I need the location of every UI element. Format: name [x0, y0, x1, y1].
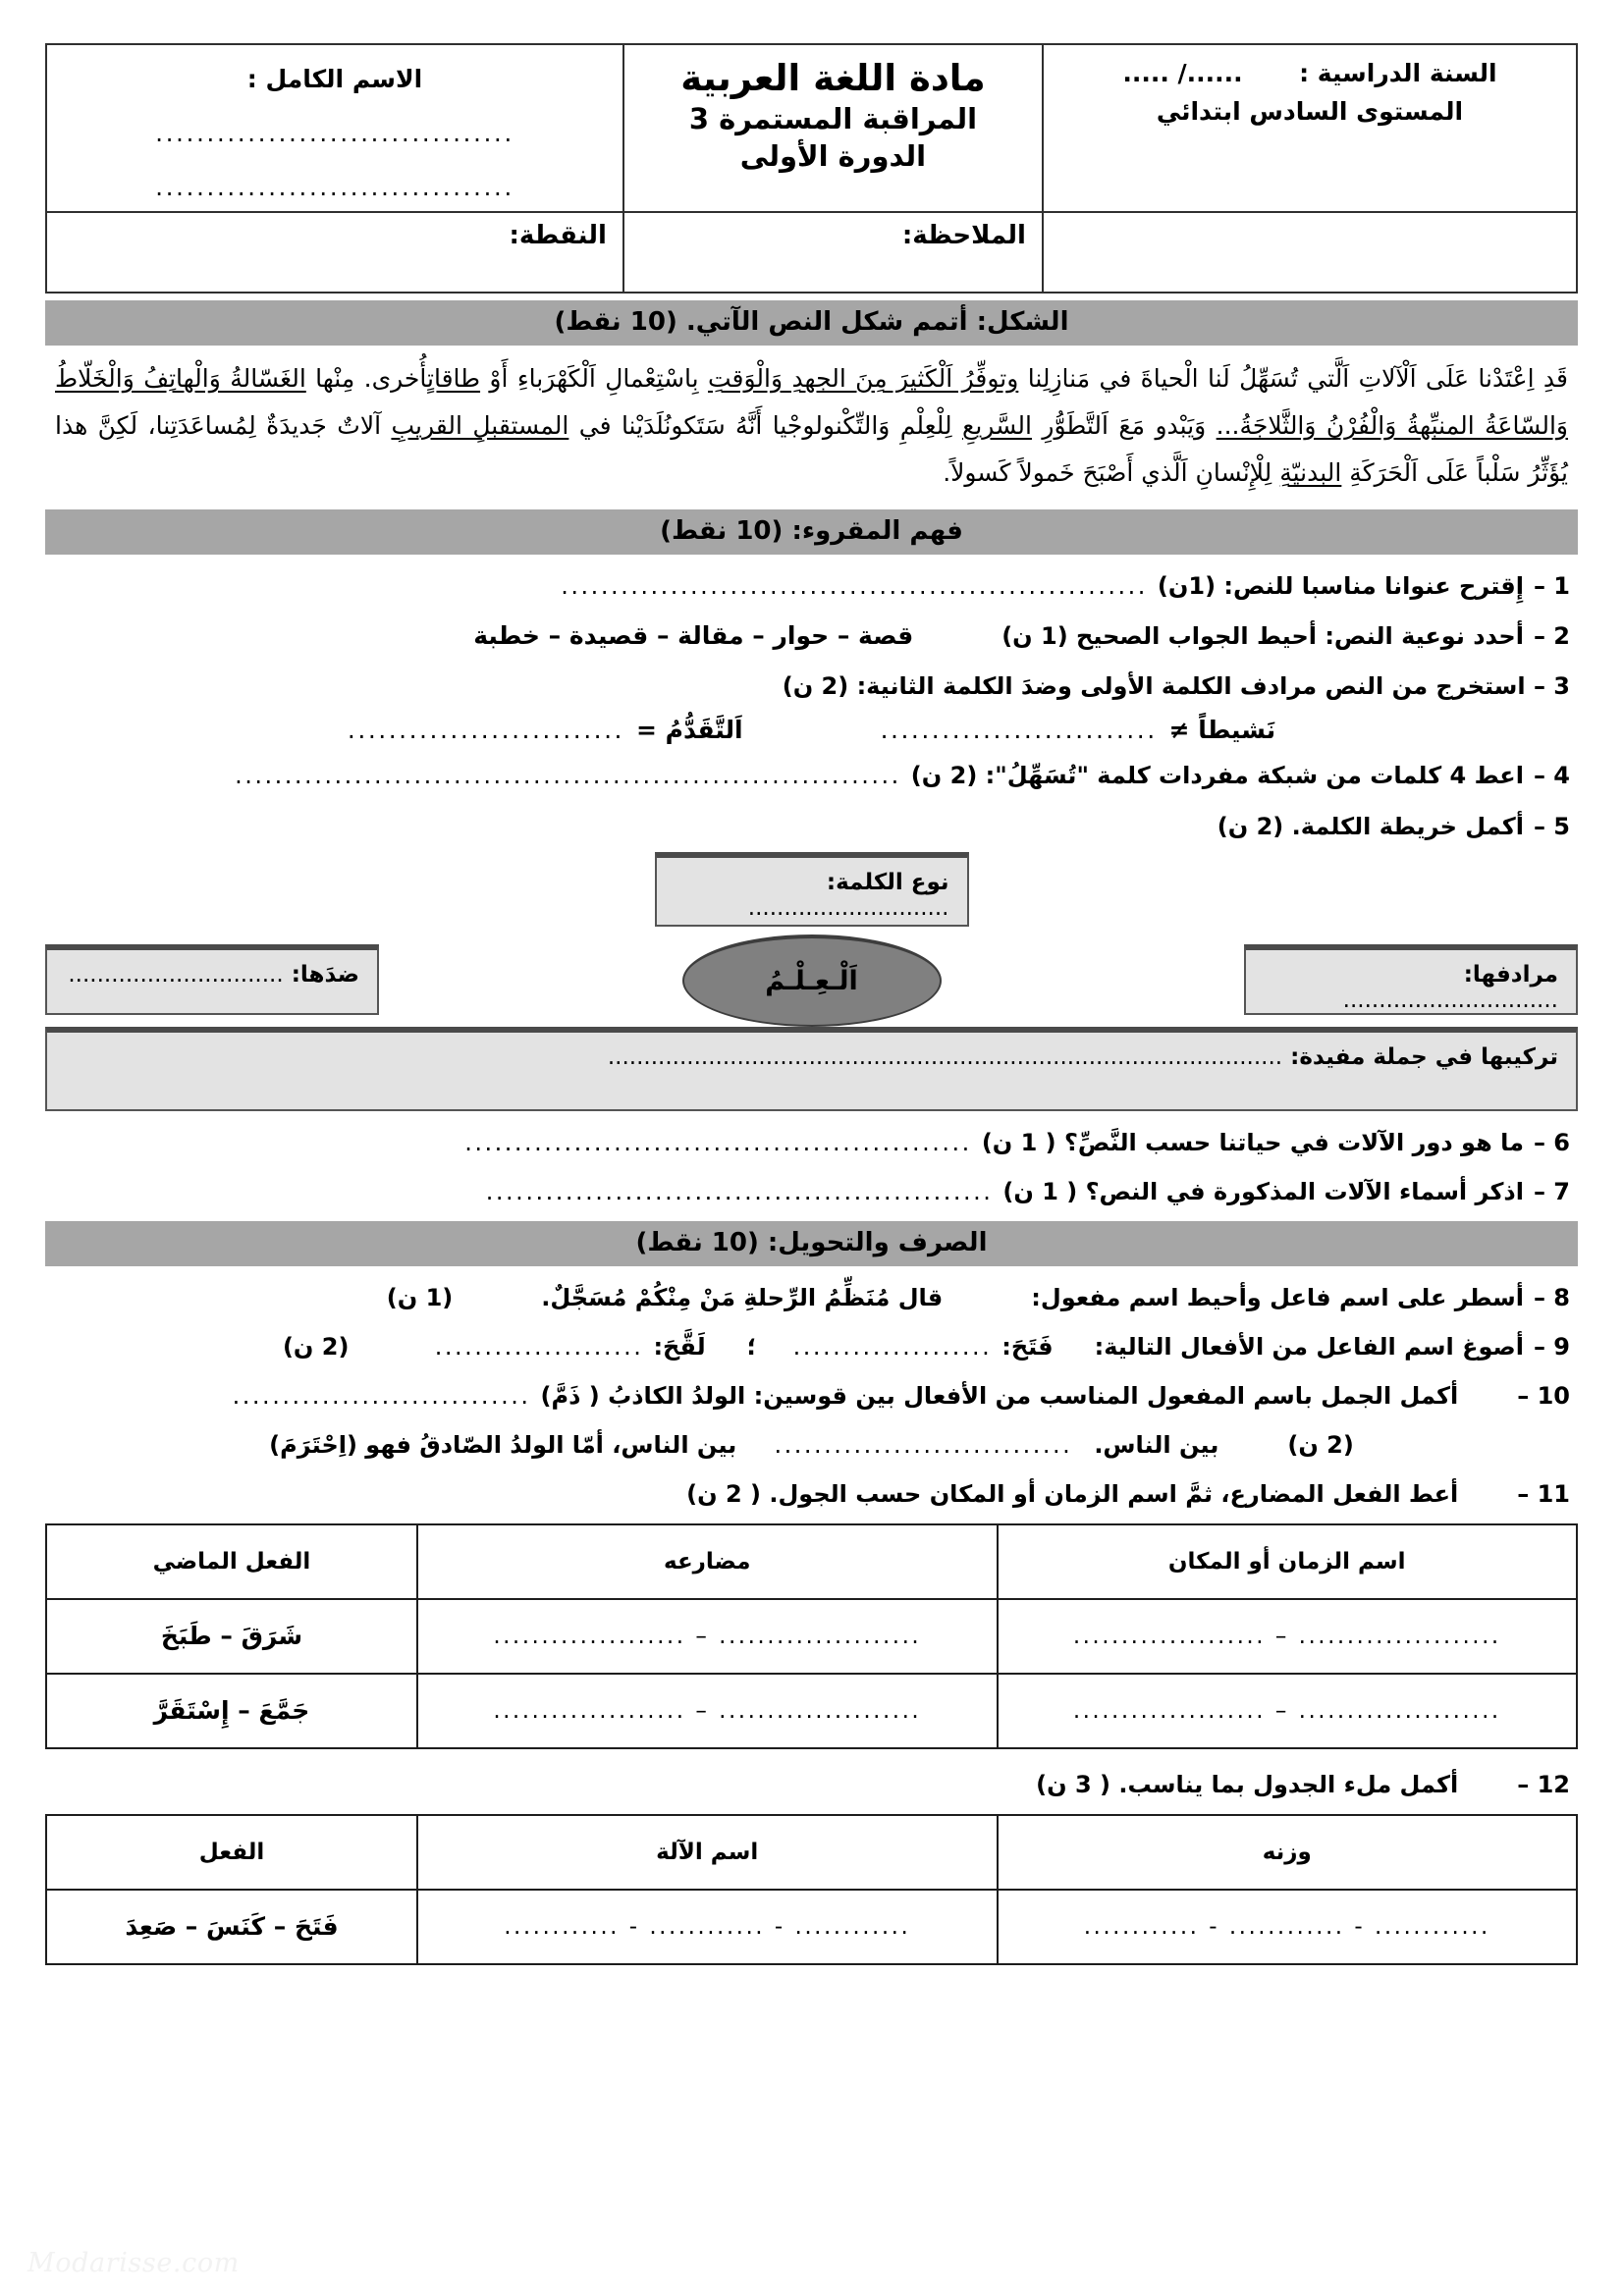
- word-map-center-word: اَلْـعِـلْـمُ: [682, 934, 942, 1027]
- question-1-text: إِقترح عنوانا مناسبا للنص: (1ن): [1157, 572, 1524, 600]
- verbs-row-1-past: شَرَقَ – طَبَخَ: [46, 1599, 417, 1674]
- question-9-answer-line-1[interactable]: ....................: [792, 1332, 993, 1361]
- question-7-number: 7 –: [1533, 1177, 1570, 1205]
- question-9-points: (2 ن): [282, 1332, 350, 1361]
- exam-title: المراقبة المستمرة 3: [688, 102, 978, 136]
- question-8-points: (1 ن): [386, 1283, 454, 1311]
- verbs-row-2-past: جَمَّعَ – إِسْتَقَرَّ: [46, 1674, 417, 1748]
- question-3-answer-row: [45, 716, 1578, 744]
- word-map-synonym-line[interactable]: ..............................: [1342, 987, 1558, 1013]
- tools-table-head: [46, 1815, 1577, 1890]
- word-map-type-box[interactable]: [655, 852, 969, 927]
- question-9: [45, 1329, 1578, 1364]
- question-3-text: استخرج من النص مرادف الكلمة الأولى وضدَ الكلمة الثانية: (2 ن): [782, 671, 1526, 700]
- question-7: [45, 1174, 1578, 1209]
- passage-seg-14: لِلْإِنْسانِ اَلَّذي أَصْبَحَ خَمولاً كَسولاً.: [943, 458, 1280, 487]
- question-12-text: أكمل ملء الجدول بما يناسب. ( 3 ن): [1036, 1770, 1459, 1798]
- question-10-points: (2 ن): [1287, 1430, 1354, 1459]
- table-row: [46, 1599, 1577, 1674]
- term-title: الدورة الأولى: [739, 139, 927, 174]
- word-map-antonym-label: ضدَها:: [291, 961, 359, 988]
- header-cell-mark: [46, 212, 623, 293]
- question-8-sentence[interactable]: قال مُنَظِّمُ الرِّحلةِ مَنْ مِنْكُمْ مُسَجَّلٌ.: [541, 1283, 944, 1311]
- question-3-number: 3 –: [1533, 671, 1570, 700]
- full-name-input-line-2[interactable]: ...................................: [155, 173, 514, 201]
- question-9-separator: ؛: [746, 1332, 757, 1361]
- header-cell-title: [623, 44, 1043, 212]
- question-12: [45, 1767, 1578, 1802]
- question-6-answer-line[interactable]: ...................................................: [464, 1128, 972, 1156]
- word-map-sentence-box[interactable]: [45, 1027, 1578, 1111]
- section-banner-morphology: الصرف والتحويل: (10 نقط): [45, 1221, 1578, 1266]
- question-1: [45, 568, 1578, 604]
- subject-title: مادة اللغة العربية: [680, 57, 986, 99]
- school-year-text: السنة الدراسية :: [1299, 59, 1497, 87]
- tools-table-body: [46, 1890, 1577, 1964]
- question-6: [45, 1125, 1578, 1160]
- passage-seg-8: السَّريعِ: [962, 411, 1032, 440]
- section-banner-comprehension: فهم المقروء: (10 نقط): [45, 509, 1578, 555]
- question-5-number: 5 –: [1533, 812, 1570, 840]
- tools-table-col-weight: وزنه: [998, 1815, 1578, 1890]
- question-9-verb-2: لَقَّحَ:: [653, 1332, 706, 1361]
- full-name-label: الاسم الكامل :: [246, 65, 423, 93]
- question-8-text: أسطر على اسم فاعل وأحيط اسم مفعول:: [1031, 1283, 1524, 1311]
- tools-table-header-row: [46, 1815, 1577, 1890]
- verbs-table-col-past: الفعل الماضي: [46, 1524, 417, 1599]
- question-10-answer-line-2[interactable]: ..............................: [774, 1430, 1073, 1459]
- question-2-number: 2 –: [1533, 622, 1570, 650]
- mark-label: النقطة:: [509, 221, 607, 250]
- header-cell-year: [1043, 44, 1577, 212]
- table-row: [46, 1890, 1577, 1964]
- tools-row-1-verbs: فَتَحَ – كَنَسَ – صَعِدَ: [46, 1890, 417, 1964]
- table-row: [46, 1674, 1577, 1748]
- question-11: [45, 1476, 1578, 1512]
- passage-seg-10: لَدَيْنا في: [568, 411, 665, 440]
- question-1-number: 1 –: [1533, 572, 1570, 600]
- question-10-text: أكمل الجمل باسم المفعول المناسب من الأفعال بين قوسين: الولدُ الكاذبُ ( ذَمَّ): [540, 1381, 1459, 1410]
- question-9-answer-line-2[interactable]: .....................: [434, 1332, 644, 1361]
- question-8: [45, 1280, 1578, 1315]
- level-label: المستوى السادس ابتدائي: [1156, 96, 1464, 126]
- school-year-label: [1059, 55, 1560, 93]
- tools-row-1-weight[interactable]: ............ - ............ - ............: [998, 1890, 1578, 1964]
- passage-seg-7: وَيَبْدو مَعَ اَلتَّطَوُّرِ: [1031, 411, 1217, 440]
- note-label: الملاحظة:: [901, 221, 1026, 250]
- word-map-middle-row: [45, 934, 1578, 1025]
- question-4-number: 4 –: [1533, 761, 1570, 789]
- question-9-text: أصوغ اسم الفاعل من الأفعال التالية:: [1094, 1332, 1524, 1361]
- word-map-sentence-label: تركيبها في جملة مفيدة:: [1290, 1043, 1558, 1070]
- site-watermark: Modarisse.com: [27, 2248, 240, 2278]
- question-5-text: أكمل خريطة الكلمة. (2 ن): [1217, 812, 1524, 840]
- verbs-table-header-row: [46, 1524, 1577, 1599]
- verbs-row-1-mudari[interactable]: ..................... – ....................: [417, 1599, 998, 1674]
- word-map-antonym-box[interactable]: [45, 944, 379, 1015]
- verbs-row-2-place[interactable]: ..................... – ....................: [998, 1674, 1578, 1748]
- header-table: [45, 43, 1578, 294]
- tools-table-col-verb: الفعل: [46, 1815, 417, 1890]
- section-banner-shakl: الشكل: أتمم شكل النص الآتي. (10 نقط): [45, 300, 1578, 346]
- full-name-input-line-1[interactable]: ...................................: [155, 119, 514, 147]
- tools-row-1-tool[interactable]: ............ - ............ - ............: [417, 1890, 998, 1964]
- header-row-marks: [46, 212, 1577, 293]
- tools-table: [45, 1814, 1578, 1965]
- question-9-verb-1: فَتَحَ:: [1001, 1332, 1054, 1361]
- question-2-text: أحدد نوعية النص: أحيط الجواب الصحيح (1 ن): [1001, 622, 1524, 650]
- question-3-antonym-word: نَشيطاً ≠: [1168, 715, 1276, 744]
- question-6-text: ما هو دور الآلات في حياتنا حسب النَّصِّ؟ ( 1 ن): [981, 1128, 1524, 1156]
- question-2-options[interactable]: قصة – حوار – مقالة – قصيدة – خطبة: [473, 621, 914, 650]
- verbs-table-col-place: اسم الزمان أو المكان: [998, 1524, 1578, 1599]
- question-10-tail-text: بين الناس.: [1094, 1430, 1219, 1459]
- question-4: [45, 758, 1578, 793]
- word-map-type-label: نوع الكلمة:: [826, 869, 949, 895]
- word-map-antonym-line[interactable]: ..............................: [68, 961, 284, 988]
- header-cell-name: [46, 44, 623, 212]
- question-10-line-2: [45, 1427, 1578, 1463]
- question-2: [45, 617, 1578, 655]
- passage-seg-4: طاقاتٍ: [427, 364, 481, 393]
- question-8-number: 8 –: [1533, 1283, 1570, 1311]
- question-3-antonym-pair: [881, 716, 1276, 744]
- question-3: [45, 668, 1578, 704]
- question-10-lead-text: بين الناس، أمّا الولدُ الصّادقُ فهو (اِحْتَرَمَ): [269, 1430, 737, 1459]
- header-cell-empty: [1043, 212, 1577, 293]
- school-year-value[interactable]: ....../ .....: [1122, 59, 1243, 87]
- question-12-number: 12 –: [1517, 1770, 1570, 1798]
- passage-seg-12: آلاتٌ جَديدَةٌ لِمُساعَدَتِنا، لَكِنَّ هذا يُؤَثِّرُ سَلْباً عَلَى اَلْحَرَكَةِ: [55, 411, 1568, 487]
- word-map-diagram: [45, 852, 1578, 1111]
- passage-seg-1: قَدِ اِعْتَدْنا عَلَى اَلْآلاتِ اَلَّتي تُسَهِّلُ لَنا الْحياةَ في مَنازِلِنا: [1018, 364, 1568, 393]
- verbs-table: [45, 1523, 1578, 1749]
- question-9-number: 9 –: [1533, 1332, 1570, 1361]
- verbs-table-body: [46, 1599, 1577, 1748]
- question-10: [45, 1378, 1578, 1414]
- word-map-sentence-line[interactable]: ..............................................................................................: [607, 1043, 1283, 1070]
- question-1-answer-line[interactable]: ...........................................................: [561, 572, 1148, 600]
- passage-seg-11: المستقبلِ القريبِ: [391, 411, 569, 440]
- question-7-text: اذكر أسماء الآلات المذكورة في النص؟ ( 1 ن): [1002, 1177, 1524, 1205]
- passage-seg-13: البدنيّةِ: [1279, 458, 1342, 487]
- question-7-answer-line[interactable]: ...................................................: [485, 1177, 994, 1205]
- passage-seg-5: أُخرى. مِنْها: [305, 364, 427, 393]
- verbs-table-head: [46, 1524, 1577, 1599]
- question-6-number: 6 –: [1533, 1128, 1570, 1156]
- question-11-number: 11 –: [1517, 1479, 1570, 1508]
- verbs-row-2-mudari[interactable]: ..................... – ....................: [417, 1674, 998, 1748]
- question-3-synonym-pair: [348, 716, 743, 744]
- verbs-table-col-mudari: مضارعه: [417, 1524, 998, 1599]
- word-map-synonym-box[interactable]: [1244, 944, 1578, 1015]
- question-11-text: أعط الفعل المضارع، ثمَّ اسم الزمان أو المكان حسب الجول. ( 2 ن): [686, 1479, 1459, 1508]
- word-map-type-line[interactable]: ............................: [747, 894, 949, 921]
- question-5: [45, 809, 1578, 844]
- question-10-number: 10 –: [1517, 1381, 1570, 1410]
- reading-passage: [45, 346, 1578, 503]
- passage-seg-6: الغَسّالةُ وَالْهاتِفُ وَالْخَلّاطُ وَالسّاعَةُ المنبِّهةُ وَالْفُرْنُ وَالثَّلاجَةُ...: [55, 364, 1569, 440]
- tools-table-col-tool: اسم الآلة: [417, 1815, 998, 1890]
- passage-seg-2: وتوفِّرُ اَلْكَثيرَ مِنَ الجهدِ وَالْوَقتِ: [708, 364, 1019, 393]
- header-cell-note: [623, 212, 1043, 293]
- question-4-text: اعط 4 كلمات من شبكة مفردات كلمة "تُسَهِّلُ": (2 ن): [910, 761, 1524, 789]
- header-row-main: [46, 44, 1577, 212]
- word-map-synonym-label: مرادفها:: [1463, 961, 1558, 988]
- question-3-synonym-line[interactable]: ...........................: [347, 715, 624, 744]
- verbs-row-1-place[interactable]: ..................... – ....................: [998, 1599, 1578, 1674]
- passage-seg-9: لِلْعِلْمِ وَالتِّكْنولوجْيا أَنَّهُ سَتَكونُ: [664, 411, 963, 440]
- question-3-synonym-word: اَلتَّقَدُّمُ =: [636, 715, 743, 744]
- passage-seg-3: بِاسْتِعْمالِ اَلْكَهْرَباءِ أَوْ: [480, 364, 708, 393]
- question-10-answer-line-1[interactable]: ..............................: [232, 1381, 531, 1410]
- question-3-antonym-line[interactable]: ...........................: [880, 715, 1158, 744]
- question-4-answer-line[interactable]: ...................................................................: [235, 761, 901, 789]
